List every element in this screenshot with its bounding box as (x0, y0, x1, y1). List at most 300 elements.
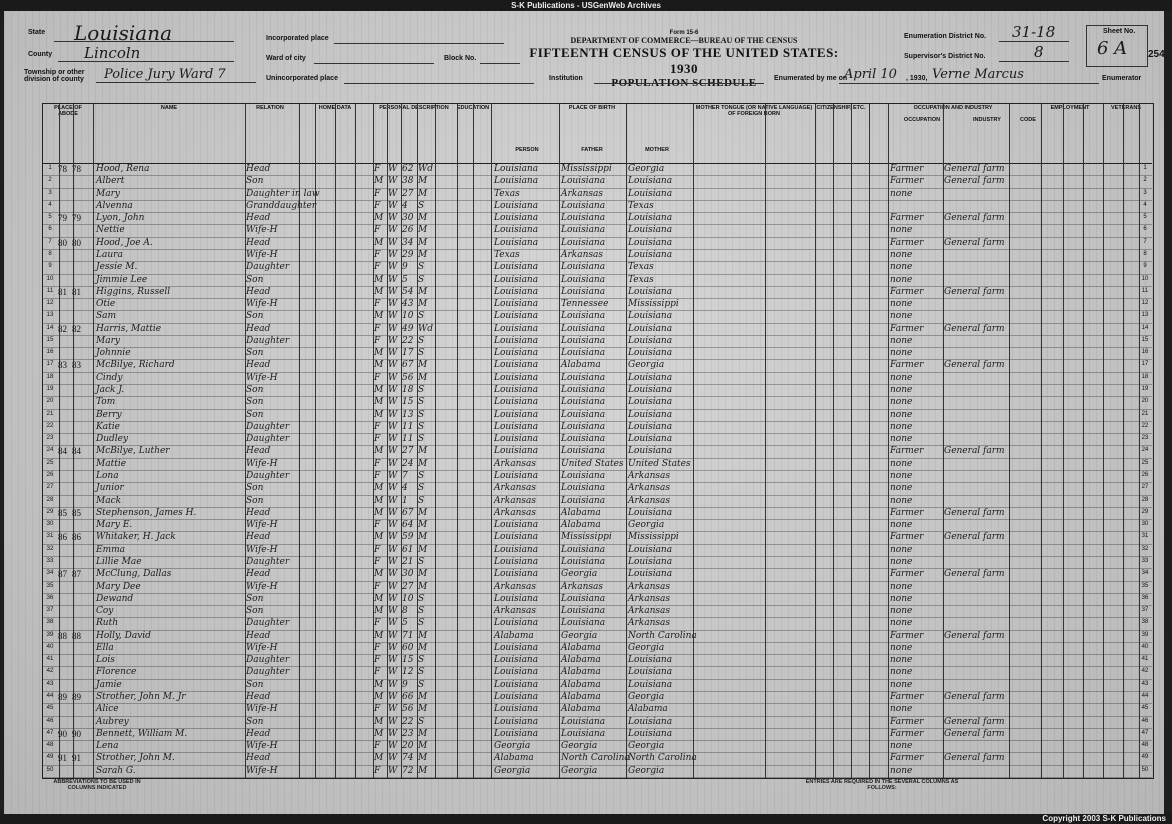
cell-mbp: Louisiana (628, 434, 673, 445)
line-number-right: 19 (1141, 386, 1149, 393)
cell-fbp: Louisiana (561, 385, 606, 396)
cell-race: W (388, 286, 398, 297)
cell-bp: Louisiana (494, 679, 539, 690)
cell-mar: M (418, 213, 428, 224)
cell-name: Laura (96, 249, 123, 260)
cell-ind: General farm (944, 164, 1005, 174)
cell-age: 43 (402, 299, 414, 310)
cell-fbp: Alabama (561, 360, 601, 371)
census-title: FIFTEENTH CENSUS OF THE UNITED STATES: 1930 (529, 45, 839, 76)
cell-mar: M (418, 237, 428, 248)
institution-underline (594, 83, 764, 84)
cell-bp: Louisiana (494, 716, 539, 727)
cell-rel: Son (246, 483, 264, 494)
line-number-right: 37 (1141, 607, 1149, 614)
cell-name: Emma (96, 544, 126, 555)
cell-occ: none (890, 667, 913, 678)
cell-sex: F (374, 323, 381, 334)
cell-rel: Son (246, 397, 264, 408)
cell-name: Hood, Rena (96, 164, 150, 174)
sheet-number-box (1086, 25, 1148, 67)
line-number-right: 44 (1141, 693, 1149, 700)
cell-bp: Louisiana (494, 360, 539, 371)
table-row (42, 728, 1152, 741)
cell-fam: 89 (72, 692, 81, 703)
line-number-right: 16 (1141, 349, 1149, 356)
cell-sex: M (374, 446, 384, 457)
section-place-of-birth: PLACE OF BIRTH (568, 105, 616, 111)
cell-race: W (388, 593, 398, 604)
cell-fbp: Louisiana (561, 556, 606, 567)
line-number-right: 15 (1141, 336, 1149, 343)
cell-age: 62 (402, 164, 414, 174)
cell-fbp: North Carolina (561, 753, 630, 764)
table-row (42, 679, 1152, 692)
cell-mar: S (418, 335, 425, 346)
cell-fam: 81 (72, 286, 81, 297)
table-row (42, 531, 1152, 544)
cell-race: W (388, 458, 398, 469)
line-number-right: 50 (1141, 766, 1149, 773)
cell-mar: M (418, 360, 428, 371)
cell-name: Jamie (96, 679, 122, 690)
cell-mbp: Arkansas (628, 581, 671, 592)
cell-mbp: Louisiana (628, 679, 673, 690)
cell-occ: none (890, 188, 913, 199)
cell-mbp: Georgia (628, 765, 665, 776)
cell-occ: none (890, 434, 913, 445)
cell-race: W (388, 471, 398, 481)
line-number-right: 17 (1141, 361, 1149, 368)
cell-name: Bennett, William M. (96, 728, 188, 739)
cell-sex: F (374, 704, 381, 715)
cell-age: 4 (402, 483, 408, 494)
birth-mother-header: MOTHER (645, 147, 669, 153)
cell-bp: Louisiana (494, 262, 539, 273)
code-header: CODE (1020, 117, 1036, 123)
cell-mar: S (418, 348, 425, 359)
cell-dw: 78 (58, 164, 67, 174)
line-number-right: 21 (1141, 410, 1149, 417)
cell-age: 20 (402, 741, 414, 752)
cell-sex: F (374, 471, 381, 481)
table-row (42, 544, 1152, 557)
form-number: Form 15-6 (669, 30, 699, 36)
cell-occ: Farmer (890, 286, 924, 297)
cell-n: 6 (48, 226, 52, 233)
cell-age: 30 (402, 569, 414, 580)
cell-race: W (388, 164, 398, 174)
cell-rel: Daughter (246, 262, 290, 273)
cell-age: 34 (402, 237, 414, 248)
line-number-right: 22 (1141, 422, 1149, 429)
cell-fbp: Louisiana (561, 606, 606, 617)
cell-sex: M (374, 630, 384, 641)
cell-occ: none (890, 299, 913, 310)
table-row (42, 642, 1152, 655)
township-value: Police Jury Ward 7 (104, 67, 226, 82)
cell-n: 21 (46, 410, 54, 417)
cell-race: W (388, 385, 398, 396)
cell-sex: M (374, 606, 384, 617)
line-number-right: 18 (1141, 373, 1149, 380)
cell-race: W (388, 348, 398, 359)
cell-n: 23 (46, 435, 54, 442)
cell-rel: Head (246, 446, 271, 457)
table-row (42, 310, 1152, 323)
cell-mar: M (418, 446, 428, 457)
cell-race: W (388, 483, 398, 494)
enumerated-date: April 10 (844, 67, 897, 82)
cell-n: 24 (46, 447, 54, 454)
unincorporated-underline (344, 83, 534, 84)
cell-n: 30 (46, 521, 54, 528)
cell-mar: S (418, 655, 425, 666)
cell-mar: M (418, 520, 428, 531)
cell-occ: none (890, 606, 913, 617)
section-employment: EMPLOYMENT (1050, 105, 1090, 111)
cell-fam: 87 (72, 569, 81, 580)
cell-fbp: Georgia (561, 741, 598, 752)
table-row (42, 470, 1152, 483)
cell-mar: S (418, 606, 425, 617)
line-number-right: 29 (1141, 508, 1149, 515)
county-value: Lincoln (84, 44, 141, 62)
cell-rel: Daughter (246, 421, 290, 432)
cell-rel: Head (246, 728, 271, 739)
cell-occ: none (890, 262, 913, 273)
cell-race: W (388, 372, 398, 383)
cell-race: W (388, 606, 398, 617)
cell-rel: Head (246, 213, 271, 224)
cell-name: Dudley (96, 434, 129, 445)
cell-n: 12 (46, 300, 54, 307)
cell-fbp: Arkansas (561, 581, 604, 592)
cell-mbp: Louisiana (628, 323, 673, 334)
cell-age: 7 (402, 471, 408, 481)
cell-rel: Head (246, 164, 271, 174)
cell-race: W (388, 421, 398, 432)
cell-fbp: Mississippi (561, 164, 612, 174)
cell-race: W (388, 667, 398, 678)
page-number: 254 (1148, 49, 1165, 60)
cell-n: 46 (46, 717, 54, 724)
enumerated-year: , 1930, (906, 75, 928, 82)
cell-race: W (388, 655, 398, 666)
cell-age: 38 (402, 176, 414, 187)
cell-race: W (388, 237, 398, 248)
cell-occ: Farmer (890, 360, 924, 371)
line-number-right: 11 (1141, 287, 1149, 294)
cell-mbp: North Carolina (628, 630, 697, 641)
ward-underline (314, 63, 434, 64)
cell-occ: Farmer (890, 692, 924, 703)
cell-name: Strother, John M. Jr (96, 692, 186, 703)
cell-occ: none (890, 471, 913, 481)
cell-fbp: Alabama (561, 679, 601, 690)
cell-rel: Head (246, 532, 271, 543)
section-citizenship: CITIZENSHIP, ETC. (816, 105, 866, 111)
cell-mar: S (418, 471, 425, 481)
cell-sex: M (374, 176, 384, 187)
cell-race: W (388, 581, 398, 592)
cell-mbp: Georgia (628, 520, 665, 531)
cell-mar: M (418, 728, 428, 739)
cell-sex: M (374, 311, 384, 322)
birth-father-header: FATHER (581, 147, 603, 153)
table-row (42, 752, 1152, 765)
cell-ind: General farm (944, 569, 1005, 580)
cell-bp: Louisiana (494, 569, 539, 580)
table-row (42, 568, 1152, 581)
cell-age: 27 (402, 581, 414, 592)
cell-bp: Louisiana (494, 471, 539, 481)
cell-age: 10 (402, 593, 414, 604)
cell-rel: Head (246, 323, 271, 334)
incorporated-underline (334, 43, 504, 44)
cell-fbp: Alabama (561, 642, 601, 653)
cell-rel: Wife-H (246, 225, 278, 236)
cell-name: Stephenson, James H. (96, 507, 197, 518)
cell-dw: 89 (58, 692, 67, 703)
cell-sex: M (374, 213, 384, 224)
cell-fbp: Louisiana (561, 471, 606, 481)
cell-mbp: Arkansas (628, 618, 671, 629)
line-number-right: 8 (1143, 250, 1147, 257)
cell-age: 29 (402, 249, 414, 260)
enum-district-underline (999, 41, 1069, 42)
cell-occ: none (890, 483, 913, 494)
cell-dw: 88 (58, 630, 67, 641)
cell-age: 8 (402, 606, 408, 617)
cell-mbp: Georgia (628, 164, 665, 174)
cell-bp: Louisiana (494, 335, 539, 346)
cell-sex: F (374, 249, 381, 260)
industry-header: INDUSTRY (973, 117, 1001, 123)
cell-race: W (388, 630, 398, 641)
cell-bp: Louisiana (494, 323, 539, 334)
cell-bp: Arkansas (494, 483, 537, 494)
table-row (42, 703, 1152, 716)
enumerator-suffix: Enumerator (1102, 75, 1142, 82)
cell-mar: M (418, 753, 428, 764)
cell-sex: M (374, 679, 384, 690)
cell-rel: Daughter (246, 471, 290, 481)
line-number-right: 4 (1143, 201, 1147, 208)
cell-mbp: Mississippi (628, 299, 679, 310)
cell-rel: Wife-H (246, 741, 278, 752)
cell-n: 42 (46, 668, 54, 675)
state-label: State (28, 29, 46, 36)
cell-occ: none (890, 348, 913, 359)
cell-fam: 86 (72, 532, 81, 543)
cell-race: W (388, 618, 398, 629)
cell-race: W (388, 556, 398, 567)
cell-rel: Daughter (246, 335, 290, 346)
cell-race: W (388, 544, 398, 555)
cell-race: W (388, 188, 398, 199)
cell-fbp: Alabama (561, 704, 601, 715)
cell-dw: 80 (58, 237, 67, 248)
cell-mbp: Georgia (628, 692, 665, 703)
entries-heading: ENTRIES ARE REQUIRED IN THE SEVERAL COLUMNS AS FOLLOWS: (805, 779, 959, 791)
cell-fbp: Arkansas (561, 188, 604, 199)
cell-dw: 90 (58, 728, 67, 739)
cell-rel: Head (246, 360, 271, 371)
line-number-right: 6 (1143, 226, 1147, 233)
cell-mar: M (418, 507, 428, 518)
cell-n: 11 (46, 287, 54, 294)
cell-name: Lyon, John (96, 213, 145, 224)
cell-dw: 79 (58, 213, 67, 224)
table-row (42, 593, 1152, 606)
cell-fbp: Louisiana (561, 262, 606, 273)
cell-occ: Farmer (890, 176, 924, 187)
cell-mar: M (418, 458, 428, 469)
cell-mbp: Louisiana (628, 446, 673, 457)
cell-occ: Farmer (890, 728, 924, 739)
cell-fbp: Louisiana (561, 176, 606, 187)
cell-bp: Louisiana (494, 704, 539, 715)
table-row (42, 716, 1152, 729)
cell-name: Mary Dee (96, 581, 141, 592)
cell-n: 45 (46, 705, 54, 712)
cell-n: 5 (48, 214, 52, 221)
cell-mar: M (418, 188, 428, 199)
cell-fam: 82 (72, 323, 81, 334)
line-number-right: 26 (1141, 472, 1149, 478)
line-number-right: 1 (1143, 165, 1147, 171)
cell-mar: M (418, 372, 428, 383)
cell-fam: 80 (72, 237, 81, 248)
cell-bp: Louisiana (494, 556, 539, 567)
cell-bp: Texas (494, 188, 520, 199)
unincorporated-label: Unincorporated place (266, 75, 338, 82)
section-mother-tongue: MOTHER TONGUE (OR NATIVE LANGUAGE) OF FOREIGN BORN (695, 105, 813, 117)
cell-ind: General farm (944, 360, 1005, 371)
cell-mbp: Louisiana (628, 188, 673, 199)
cell-name: McBilye, Richard (96, 360, 175, 371)
cell-rel: Wife-H (246, 642, 278, 653)
cell-occ: none (890, 311, 913, 322)
cell-name: McBilye, Luther (96, 446, 170, 457)
cell-mbp: Georgia (628, 360, 665, 371)
cell-sex: F (374, 299, 381, 310)
cell-mar: S (418, 593, 425, 604)
enumerator-underline (839, 83, 1099, 84)
cell-mar: S (418, 397, 425, 408)
cell-mbp: Louisiana (628, 348, 673, 359)
cell-age: 66 (402, 692, 414, 703)
cell-mar: M (418, 532, 428, 543)
cell-fbp: Louisiana (561, 225, 606, 236)
cell-mar: S (418, 667, 425, 678)
cell-name: Tom (96, 397, 116, 408)
cell-rel: Son (246, 716, 264, 727)
cell-n: 1 (48, 165, 52, 171)
cell-mbp: Louisiana (628, 335, 673, 346)
cell-fbp: Alabama (561, 520, 601, 531)
line-number-right: 3 (1143, 189, 1147, 196)
cell-rel: Son (246, 409, 264, 420)
cell-bp: Texas (494, 249, 520, 260)
cell-mar: S (418, 311, 425, 322)
cell-sex: F (374, 667, 381, 678)
cell-bp: Louisiana (494, 237, 539, 248)
cell-sex: M (374, 274, 384, 285)
supervisor-label: Supervisor's District No. (904, 53, 986, 60)
cell-mbp: Louisiana (628, 225, 673, 236)
block-underline (480, 63, 520, 64)
table-row (42, 372, 1152, 385)
cell-ind: General farm (944, 176, 1005, 187)
cell-mar: M (418, 544, 428, 555)
cell-age: 30 (402, 213, 414, 224)
line-number-right: 14 (1141, 324, 1149, 331)
cell-name: Florence (96, 667, 137, 678)
cell-race: W (388, 311, 398, 322)
abbreviations-heading: ABBREVIATIONS TO BE USED IN COLUMNS INDICATED (53, 779, 141, 791)
cell-sex: M (374, 286, 384, 297)
cell-n: 31 (46, 533, 54, 540)
line-number-right: 46 (1141, 717, 1149, 724)
cell-bp: Louisiana (494, 421, 539, 432)
cell-sex: F (374, 164, 381, 174)
cell-name: Mary E. (96, 520, 133, 531)
cell-sex: F (374, 556, 381, 567)
line-number-right: 27 (1141, 484, 1149, 491)
supervisor-value: 8 (1034, 43, 1044, 61)
cell-dw: 82 (58, 323, 67, 334)
cell-name: Ruth (96, 618, 118, 629)
cell-bp: Arkansas (494, 507, 537, 518)
cell-rel: Head (246, 630, 271, 641)
cell-bp: Louisiana (494, 618, 539, 629)
cell-mbp: Louisiana (628, 286, 673, 297)
cell-ind: General farm (944, 753, 1005, 764)
cell-dw: 84 (58, 446, 67, 457)
block-label: Block No. (444, 55, 477, 62)
cell-age: 67 (402, 360, 414, 371)
cell-fbp: Alabama (561, 692, 601, 703)
cell-name: Holly, David (96, 630, 151, 641)
cell-mar: S (418, 679, 425, 690)
cell-mar: M (418, 765, 428, 776)
table-row (42, 433, 1152, 446)
cell-fbp: Louisiana (561, 495, 606, 506)
cell-bp: Louisiana (494, 164, 539, 174)
cell-mar: M (418, 569, 428, 580)
line-number-right: 13 (1141, 312, 1149, 319)
cell-mbp: Louisiana (628, 249, 673, 260)
cell-rel: Granddaughter (246, 200, 317, 211)
cell-n: 19 (46, 386, 54, 393)
cell-name: Lena (96, 741, 119, 752)
cell-race: W (388, 397, 398, 408)
cell-n: 18 (46, 373, 54, 380)
cell-n: 49 (46, 754, 54, 761)
cell-sex: F (374, 741, 381, 752)
cell-name: McClung, Dallas (96, 569, 172, 580)
cell-age: 17 (402, 348, 414, 359)
cell-occ: Farmer (890, 753, 924, 764)
cell-fbp: Louisiana (561, 716, 606, 727)
cell-n: 34 (46, 570, 54, 577)
cell-age: 27 (402, 446, 414, 457)
cell-mbp: Louisiana (628, 213, 673, 224)
cell-sex: M (374, 348, 384, 359)
cell-occ: Farmer (890, 532, 924, 543)
